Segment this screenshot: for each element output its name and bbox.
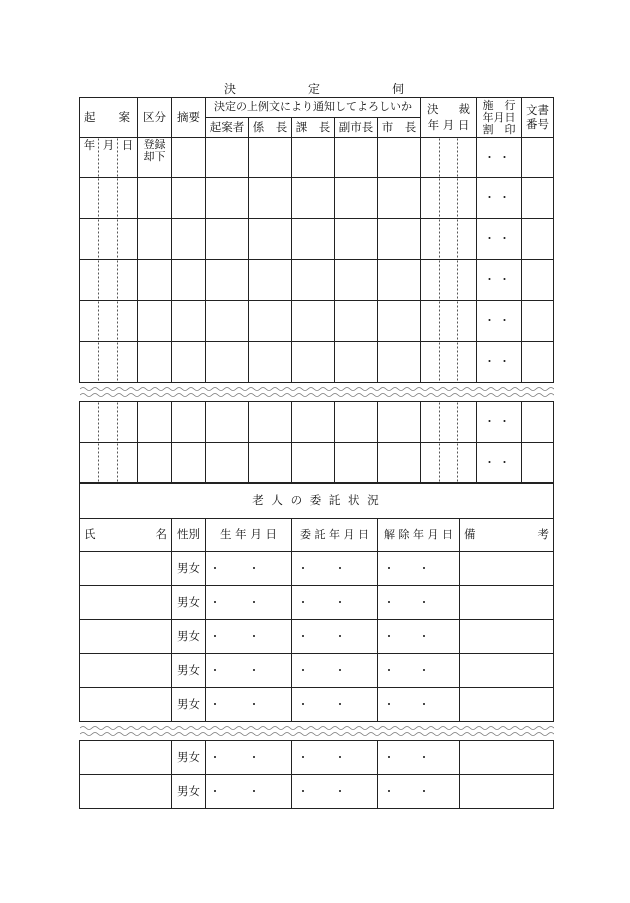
shiko-cell: ・・	[477, 138, 522, 178]
sex-cell: 男女	[172, 552, 206, 586]
stamp-cell	[206, 260, 249, 301]
stamp-cell	[335, 443, 378, 484]
kian-date-cell	[80, 342, 138, 383]
tekiyo-cell	[172, 342, 206, 383]
stamp-cell	[292, 219, 335, 260]
stamp-cell	[378, 342, 421, 383]
stamp-cell	[206, 219, 249, 260]
biko-cell	[460, 552, 554, 586]
sex-cell: 男女	[172, 586, 206, 620]
stamp-cell	[335, 402, 378, 443]
name-cell	[80, 586, 172, 620]
kessai-date-cell	[421, 219, 477, 260]
bunsho-cell	[522, 260, 554, 301]
birth-cell: ・・	[206, 620, 292, 654]
kaijo-cell: ・・	[378, 552, 460, 586]
bunsho-cell	[522, 301, 554, 342]
name-header: 氏 名	[80, 519, 172, 552]
kessai-date-cell	[421, 301, 477, 342]
table-row	[80, 654, 554, 688]
name-cell	[80, 654, 172, 688]
kaijo-cell: ・・	[378, 741, 460, 775]
kessai-date-cell	[421, 138, 477, 178]
role-shicho: 市 長	[378, 118, 421, 138]
stamp-cell	[249, 301, 292, 342]
tekiyo-cell	[172, 443, 206, 484]
kessai-header: 決 裁 年 月 日	[421, 98, 477, 138]
biko-cell	[460, 654, 554, 688]
sex-cell: 男女	[172, 775, 206, 809]
stamp-cell	[249, 342, 292, 383]
stamp-cell	[292, 443, 335, 484]
itaku-cell: ・・	[292, 552, 378, 586]
name-cell	[80, 688, 172, 722]
stamp-cell	[206, 301, 249, 342]
tekiyo-cell	[172, 402, 206, 443]
stamp-cell	[378, 219, 421, 260]
kian-date-cell	[80, 301, 138, 342]
bunsho-cell	[522, 178, 554, 219]
table-break	[80, 722, 554, 741]
wavy-break-line	[80, 722, 554, 740]
table-row	[80, 552, 554, 586]
tekiyo-cell	[172, 138, 206, 178]
document-title	[224, 80, 404, 96]
kaijo-cell: ・・	[378, 620, 460, 654]
shiko-cell: ・・	[477, 260, 522, 301]
tekiyo-cell	[172, 301, 206, 342]
kubun-cell	[138, 301, 172, 342]
kessai-date-cell	[421, 402, 477, 443]
stamp-cell	[206, 138, 249, 178]
role-kacho: 課 長	[292, 118, 335, 138]
kubun-cell	[138, 443, 172, 484]
table-row	[80, 620, 554, 654]
stamp-cell	[378, 301, 421, 342]
wavy-break-line	[80, 383, 554, 401]
bunsho-cell	[522, 219, 554, 260]
biko-cell	[460, 775, 554, 809]
itaku-cell: ・・	[292, 688, 378, 722]
stamp-cell	[292, 301, 335, 342]
name-cell	[80, 741, 172, 775]
tekiyo-cell	[172, 260, 206, 301]
shiko-cell: ・・	[477, 178, 522, 219]
itaku-cell: ・・	[292, 741, 378, 775]
bunsho-cell	[522, 402, 554, 443]
birth-cell: ・・	[206, 688, 292, 722]
stamp-cell	[292, 402, 335, 443]
birth-cell: ・・	[206, 775, 292, 809]
decision-row	[80, 443, 554, 484]
birth-cell: ・・	[206, 586, 292, 620]
role-kiansha: 起案者	[206, 118, 249, 138]
stamp-cell	[292, 178, 335, 219]
stamp-cell	[249, 219, 292, 260]
sex-cell: 男女	[172, 620, 206, 654]
shiko-header: 施 行 年月日 割 印	[477, 98, 522, 138]
kubun-cell: 登録 却下	[138, 138, 172, 178]
stamp-cell	[335, 260, 378, 301]
stamp-cell	[249, 178, 292, 219]
decision-row	[80, 138, 554, 178]
kessai-date-cell	[421, 342, 477, 383]
shiko-cell: ・・	[477, 219, 522, 260]
decision-row	[80, 178, 554, 219]
bunsho-cell	[522, 342, 554, 383]
stamp-cell	[206, 342, 249, 383]
table-row	[80, 741, 554, 775]
title-char-2: 定	[307, 82, 320, 96]
shiko-cell: ・・	[477, 443, 522, 484]
sex-header: 性別	[172, 519, 206, 552]
table-row	[80, 586, 554, 620]
notice-header: 決定の上例文により通知してよろしいか	[206, 98, 421, 118]
stamp-cell	[378, 443, 421, 484]
tekiyo-cell	[172, 178, 206, 219]
name-cell	[80, 620, 172, 654]
stamp-cell	[292, 342, 335, 383]
role-fukushicho: 副市長	[335, 118, 378, 138]
kaijo-cell: ・・	[378, 654, 460, 688]
stamp-cell	[378, 178, 421, 219]
stamp-cell	[249, 443, 292, 484]
kian-header: 起 案	[80, 98, 138, 138]
stamp-cell	[335, 301, 378, 342]
biko-cell	[460, 688, 554, 722]
kubun-cell	[138, 342, 172, 383]
stamp-cell	[249, 138, 292, 178]
itaku-cell: ・・	[292, 620, 378, 654]
name-cell	[80, 552, 172, 586]
kian-date-cell	[80, 260, 138, 301]
table-row	[80, 775, 554, 809]
shiko-cell: ・・	[477, 301, 522, 342]
stamp-cell	[206, 178, 249, 219]
stamp-cell	[378, 260, 421, 301]
decision-row	[80, 402, 554, 443]
stamp-cell	[378, 138, 421, 178]
itaku-header: 委 託 年 月 日	[292, 519, 378, 552]
name-cell	[80, 775, 172, 809]
sex-cell: 男女	[172, 741, 206, 775]
kubun-cell	[138, 178, 172, 219]
stamp-cell	[206, 443, 249, 484]
biko-cell	[460, 620, 554, 654]
biko-cell	[460, 741, 554, 775]
biko-header: 備 考	[460, 519, 554, 552]
stamp-cell	[335, 342, 378, 383]
kessai-date-cell	[421, 260, 477, 301]
tekiyo-header: 摘要	[172, 98, 206, 138]
kaijo-cell: ・・	[378, 586, 460, 620]
birth-cell: ・・	[206, 552, 292, 586]
bunsho-cell	[522, 138, 554, 178]
decision-row	[80, 219, 554, 260]
decision-row	[80, 260, 554, 301]
tekiyo-cell	[172, 219, 206, 260]
kaijo-header: 解 除 年 月 日	[378, 519, 460, 552]
kessai-date-cell	[421, 178, 477, 219]
stamp-cell	[335, 219, 378, 260]
birth-header: 生 年 月 日	[206, 519, 292, 552]
stamp-cell	[249, 260, 292, 301]
sex-cell: 男女	[172, 688, 206, 722]
kessai-date-cell	[421, 443, 477, 484]
kian-date-cell: 年 月 日	[80, 138, 138, 178]
stamp-cell	[292, 138, 335, 178]
itaku-cell: ・・	[292, 654, 378, 688]
stamp-cell	[206, 402, 249, 443]
kian-date-cell	[80, 178, 138, 219]
kian-date-cell	[80, 402, 138, 443]
decision-row	[80, 342, 554, 383]
itaku-cell: ・・	[292, 775, 378, 809]
kubun-cell	[138, 219, 172, 260]
kaijo-cell: ・・	[378, 775, 460, 809]
shiko-cell: ・・	[477, 402, 522, 443]
decision-row	[80, 301, 554, 342]
kubun-cell	[138, 260, 172, 301]
bunsho-header: 文書 番号	[522, 98, 554, 138]
table-break	[80, 383, 554, 402]
stamp-cell	[335, 178, 378, 219]
kian-date-cell	[80, 443, 138, 484]
bunsho-cell	[522, 443, 554, 484]
stamp-cell	[292, 260, 335, 301]
biko-cell	[460, 586, 554, 620]
stamp-cell	[335, 138, 378, 178]
title-char-3: 伺	[391, 82, 404, 96]
entrustment-table	[79, 482, 554, 809]
kubun-header: 区分	[138, 98, 172, 138]
stamp-cell	[249, 402, 292, 443]
decision-table	[79, 97, 554, 484]
role-kakaricho: 係 長	[249, 118, 292, 138]
title-char-1: 決	[224, 82, 237, 96]
sex-cell: 男女	[172, 654, 206, 688]
kaijo-cell: ・・	[378, 688, 460, 722]
table-row	[80, 688, 554, 722]
itaku-cell: ・・	[292, 586, 378, 620]
stamp-cell	[378, 402, 421, 443]
section-title: 老 人 の 委 託 状 況	[80, 483, 554, 519]
kian-date-cell	[80, 219, 138, 260]
kubun-cell	[138, 402, 172, 443]
birth-cell: ・・	[206, 654, 292, 688]
shiko-cell: ・・	[477, 342, 522, 383]
birth-cell: ・・	[206, 741, 292, 775]
